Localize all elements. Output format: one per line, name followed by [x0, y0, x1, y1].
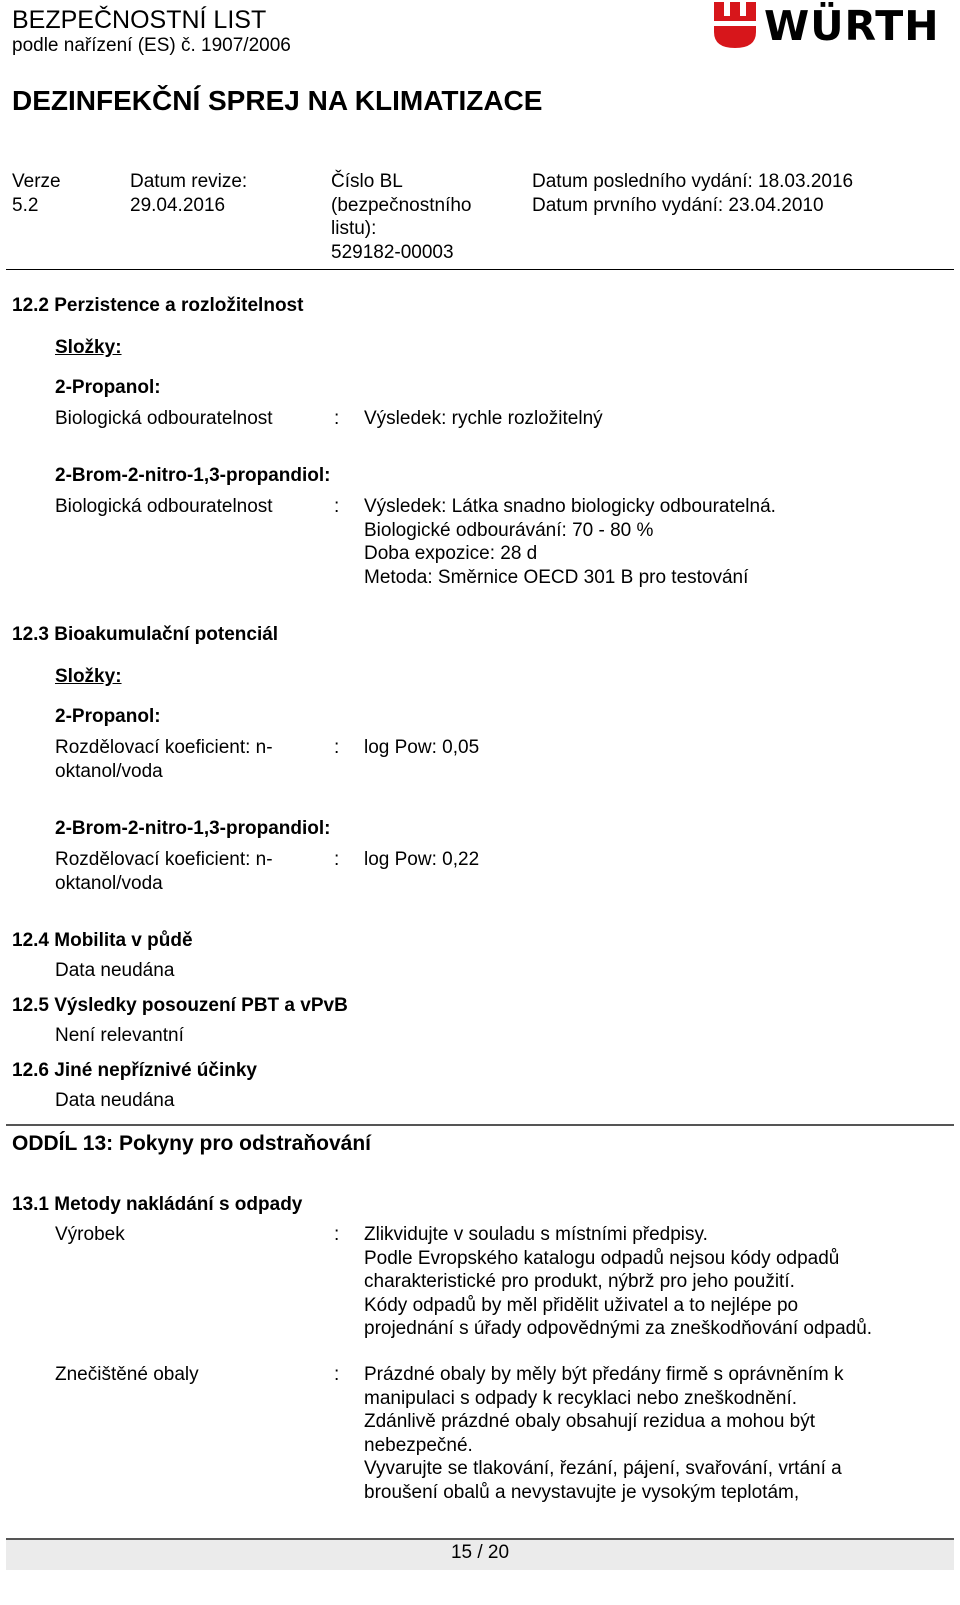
- property-value: Zlikvidujte v souladu s místními předpisy. Podle Evropského katalogu odpadů nejsou kódy odpadů charakteristické pro produkt, nýbrž pro jeho použití. Kódy odpadů by měl přidělit uživatel a to nejlépe po projednání s úřady odpovědnými za zneškodňování odpadů.: [364, 1224, 873, 1339]
- components-label: Složky:: [55, 337, 122, 358]
- property-label: Biologická odbouratelnost: [55, 496, 273, 517]
- property-label: Znečištěné obaly: [55, 1364, 199, 1385]
- property-value: log Pow: 0,22: [364, 849, 480, 870]
- section-12-2-heading: 12.2 Perzistence a rozložitelnost: [12, 295, 304, 316]
- section-12-6-text: Data neudána: [55, 1090, 175, 1111]
- property-label: Výrobek: [55, 1224, 125, 1245]
- wurth-logo-icon: [714, 2, 756, 48]
- components-label: Složky:: [55, 666, 122, 687]
- document-title: BEZPEČNOSTNÍ LIST: [12, 6, 267, 34]
- property-value: log Pow: 0,05: [364, 737, 480, 758]
- section-12-3-heading: 12.3 Bioakumulační potenciál: [12, 624, 279, 645]
- component-name: 2-Brom-2-nitro-1,3-propandiol:: [55, 465, 331, 486]
- property-value: Výsledek: rychle rozložitelný: [364, 408, 603, 429]
- property-value: Výsledek: Látka snadno biologicky odbouratelná. Biologické odbourávání: 70 - 80 % Doba expozice: 28 d Metoda: Směrnice OECD 301 B pro testování: [364, 496, 776, 588]
- section-12-4-text: Data neudána: [55, 960, 175, 981]
- property-label: Biologická odbouratelnost: [55, 408, 273, 429]
- meta-sds-number: Číslo BL (bezpečnostního listu): 529182-00003: [331, 171, 472, 263]
- brand-name: WÜRTH: [764, 2, 940, 50]
- meta-issue-dates: Datum posledního vydání: 18.03.2016 Datum prvního vydání: 23.04.2010: [532, 171, 854, 216]
- brand-logo: [714, 2, 940, 52]
- property-label: Rozdělovací koeficient: n-oktanol/voda: [55, 849, 273, 894]
- document-subtitle: podle nařízení (ES) č. 1907/2006: [12, 35, 291, 56]
- section-13-heading: ODDÍL 13: Pokyny pro odstraňování: [12, 1132, 372, 1155]
- property-value: Prázdné obaly by měly být předány firmě s oprávněním k manipulaci s odpady k recyklaci nebo zneškodnění. Zdánlivě prázdné obaly obsahují rezidua a mohou být nebezpečné. Vyvarujte se tlakování, řezání, pájení, svařování, vrtání a broušení obalů a nevystavujte je vysokým teplotám,: [364, 1364, 844, 1503]
- section-13-1-heading: 13.1 Metody nakládání s odpady: [12, 1194, 303, 1215]
- section-12-6-heading: 12.6 Jiné nepříznivé účinky: [12, 1060, 257, 1081]
- meta-revision-date: Datum revize: 29.04.2016: [130, 171, 248, 216]
- section-13-divider: [6, 1124, 954, 1126]
- meta-version: Verze 5.2: [12, 171, 61, 216]
- header-divider: [6, 269, 954, 270]
- component-name: 2-Propanol:: [55, 706, 161, 727]
- property-label: Rozdělovací koeficient: n-oktanol/voda: [55, 737, 273, 782]
- section-12-5-text: Není relevantní: [55, 1025, 184, 1046]
- page-number: 15 / 20: [450, 1542, 510, 1563]
- section-12-5-heading: 12.5 Výsledky posouzení PBT a vPvB: [12, 995, 348, 1016]
- section-12-4-heading: 12.4 Mobilita v půdě: [12, 930, 193, 951]
- product-name: DEZINFEKČNÍ SPREJ NA KLIMATIZACE: [12, 85, 543, 116]
- component-name: 2-Brom-2-nitro-1,3-propandiol:: [55, 818, 331, 839]
- component-name: 2-Propanol:: [55, 377, 161, 398]
